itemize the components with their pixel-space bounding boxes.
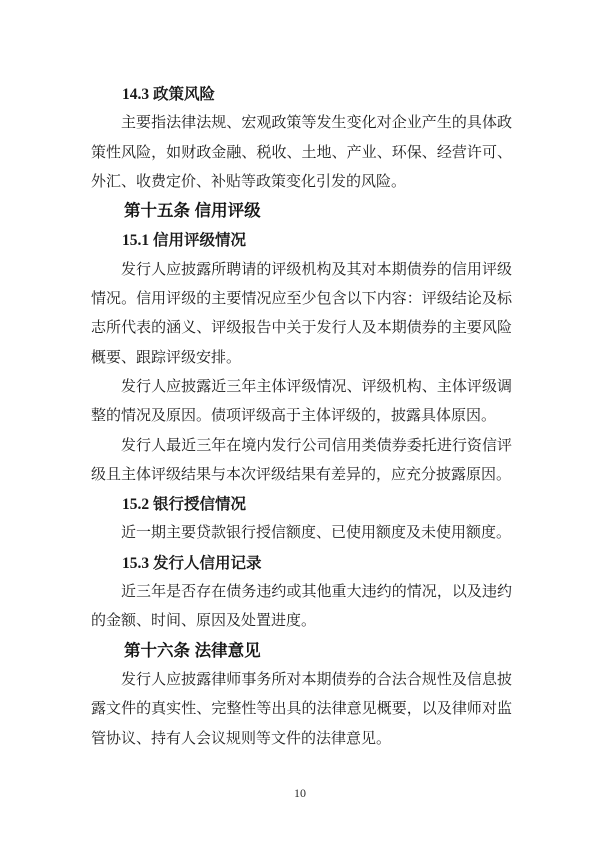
clause-heading-15-1: 15.1 信用评级情况 xyxy=(122,232,247,250)
paragraph-bank-credit: 近一期主要贷款银行授信额度、已使用额度及未使用额度。 xyxy=(121,525,512,542)
page-content xyxy=(91,80,512,754)
paragraph-policy-risk: 主要指法律法规、宏观政策等发生变化对企业产生的具体政策性风险，如财政金融、税收、土地、产业、环保、经营许可、外汇、收费定价、补贴等政策变化引发的风险。 xyxy=(91,115,512,190)
paragraph-legal-opinion: 发行人应披露律师事务所对本期债券的合法合规性及信息披露文件的真实性、完整性等出具的法律意见概要，以及律师对监管协议、持有人会议规则等文件的法律意见。 xyxy=(91,671,512,747)
clause-heading-15-3: 15.3 发行人信用记录 xyxy=(122,554,262,572)
article-heading-15: 第十五条 信用评级 xyxy=(124,202,261,221)
paragraph-rating-difference: 发行人最近三年在境内发行公司信用类债券委托进行资信评级且主体评级结果与本次评级结果有差异的，应充分披露原因。 xyxy=(91,437,512,483)
paragraph-credit-record: 近三年是否存在债务违约或其他重大违约的情况，以及违约的金额、时间、原因及处置进度。 xyxy=(91,584,512,630)
clause-heading-15-2: 15.2 银行授信情况 xyxy=(122,496,247,514)
paragraph-rating-history: 发行人应披露近三年主体评级情况、评级机构、主体评级调整的情况及原因。债项评级高于主体评级的，披露具体原因。 xyxy=(91,378,512,425)
clause-heading-14-3: 14.3 政策风险 xyxy=(122,86,216,103)
article-heading-16: 第十六条 法律意见 xyxy=(124,641,261,660)
page-number: 10 xyxy=(294,786,306,800)
paragraph-rating-disclosure: 发行人应披露所聘请的评级机构及其对本期债券的信用评级情况。信用评级的主要情况应至少包含以下内容：评级结论及标志所代表的涵义、评级报告中关于发行人及本期债券的主要风险概要、跟踪评级安排。 xyxy=(91,261,512,366)
